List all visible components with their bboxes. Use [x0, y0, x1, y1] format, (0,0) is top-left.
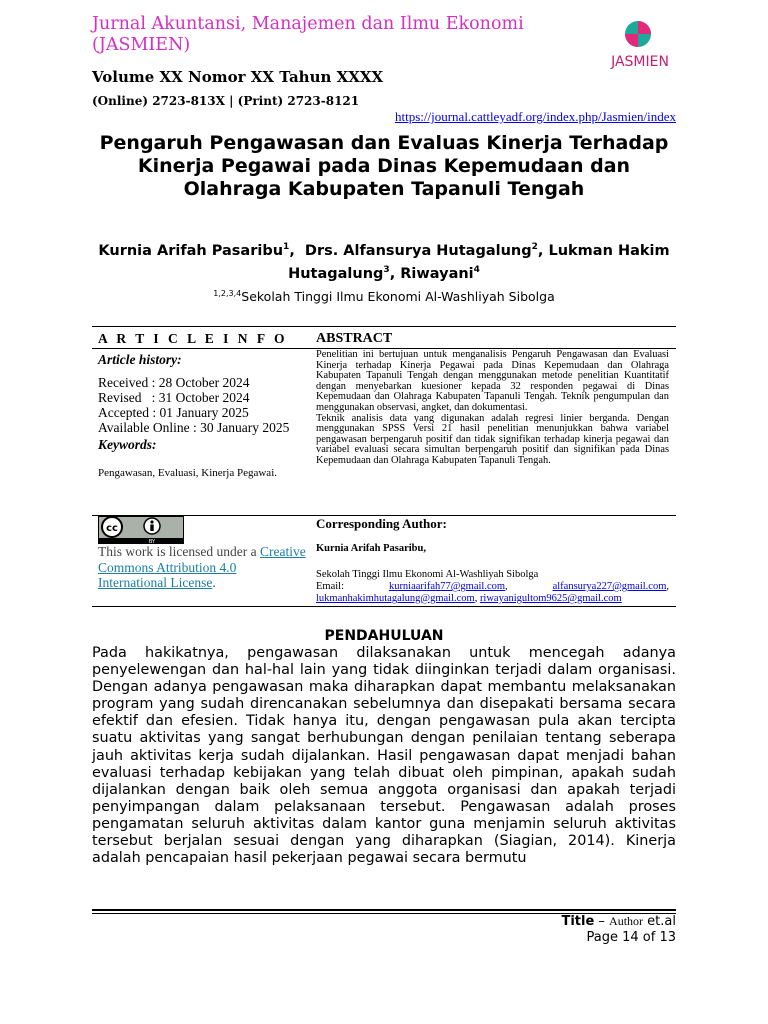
abstract-paragraph: Teknik analisis data yang digunakan adalah regresi linier berganda. Dengan menggunakan SPSS Versi 21 hasil penelitian menunjukkan bahwa variabel pengawasan berpengaruh positif dan tidak signifikan terhadap kinerja pegawai dan variabel evaluasi secara simultan berpengaruh positif dan signifikan pada Dinas Kepemudaan dan Olahraga Kabupaten Tapanuli Tengah. [316, 412, 669, 466]
journal-name: Jurnal Akuntansi, Manajemen dan Ilmu Ekonomi (JASMIEN) [92, 14, 524, 55]
logo-pink-shape-2 [625, 34, 638, 47]
author-name: Lukman Hakim Hutagalung [288, 242, 670, 282]
table-top-rule [92, 326, 676, 327]
page-number: Page 14 of 13 [586, 930, 676, 945]
by-badge-text: BY [148, 539, 156, 544]
history-label: Article history: [98, 352, 182, 367]
affiliation [92, 289, 676, 304]
author-list: Kurnia Arifah Pasaribu$^1$, Drs. Alfansurya Hutagalung$^2$, Lukman Hakim Hutagalung$^3$, Riwayani$^4$ [98, 242, 670, 282]
history-dates [98, 375, 308, 435]
footer-rule-thick [92, 909, 676, 911]
table-bottom-rule [92, 606, 676, 607]
license-prefix: This work is licensed under a [98, 544, 260, 559]
corresponding-name: Kurnia Arifah Pasaribu, [316, 543, 426, 554]
email-link[interactable]: lukmanhakimhutagalung@gmail.com [316, 593, 475, 604]
corresponding-heading: Corresponding Author: [316, 516, 447, 531]
license-text [98, 544, 308, 591]
email-label: Email: [316, 581, 344, 592]
body-paragraph: Pada hakikatnya, pengawasan dilaksanakan untuk mencegah adanya penyelewengan dan hal-hal lain yang tidak diinginkan terjadi dalam organisasi. Dengan adanya pengawasan maka diharapkan dapat membantu melaksanakan program yang sudah direncanakan sebelumnya dan disepakati bersama secara efektif dan efesien. Tidak hanya itu, dengan pengawasan pula akan tercipta suatu aktivitas yang sangat berhubungan dengan penilaian tentang seberapa jauh aktivitas kerja sudah dijalankan. Hasil pengawasan dapat menjadi bahan evaluasi terhadap kebijakan yang telah dibuat oleh pimpinan, apakah sudah dijalankan dengan baik oleh semua anggota organisasi dan apakah terjadi penyimpangan dalam pelaksanaan tersebut. Pengawasan adalah proses pengamatan seluruh aktivitas dalam kantor guna menjamin seluruh aktivitas tersebut berjalan sesuai dengan yang diharapkan (Siagian, 2014). Kinerja adalah pencapaian hasil pekerjaan pegawai secara bermutu [92, 645, 676, 867]
article-info-heading: A R T I C L E I N F O [98, 331, 288, 346]
email-link[interactable]: alfansurya227@gmail.com [552, 581, 667, 592]
author-name: Kurnia Arifah Pasaribu [98, 242, 284, 259]
accepted-date: Accepted : 01 January 2025 [98, 405, 249, 420]
footer-author: Author [609, 914, 644, 928]
author-name: Drs. Alfansurya Hutagalung [304, 242, 532, 259]
author-sup: 3 [383, 264, 390, 275]
abstract-body [316, 350, 669, 467]
author-name: Riwayani [400, 265, 474, 282]
footer-etal: et.al [643, 914, 676, 929]
logo-pink-shape [638, 21, 651, 34]
cc-by-badge[interactable] [98, 516, 184, 544]
abstract-heading: ABSTRACT [316, 331, 393, 346]
section-heading: PENDAHULUAN [324, 628, 444, 644]
logo-text: JASMIEN [611, 54, 669, 70]
footer-dash: – [594, 914, 610, 929]
email-link[interactable]: kurniaarifah77@gmail.com [388, 581, 506, 592]
author-sup: 1 [283, 242, 290, 252]
footer-title: Title [561, 914, 595, 929]
license-link[interactable]: Creative Commons Attribution 4.0 International License [98, 544, 306, 590]
journal-logo [600, 14, 680, 74]
paper-title: Pengaruh Pengawasan dan Evaluas Kinerja Terhadap Kinerja Pegawai pada Dinas Kepemudaan dan Olahraga Kabupaten Tapanuli Tengah [99, 132, 669, 200]
affiliation-text: Sekolah Tinggi Ilmu Ekonomi Al-Washliyah Sibolga [241, 289, 555, 305]
corresponding-affiliation: Sekolah Tinggi Ilmu Ekonomi Al-Washliyah Sibolga [316, 569, 539, 580]
affiliation-sup: 1,2,3,4 [213, 289, 242, 298]
corresponding-emails: Email: kurniaarifah77@gmail.com, alfansurya227@gmail.com, lukmanhakimhutagalung@gmail.com, riwayanigultom9625@gmail.com [316, 581, 669, 604]
online-date: Available Online : 30 January 2025 [98, 420, 290, 435]
cc-badge-text: cc [106, 523, 118, 534]
cc-by-icon [98, 516, 184, 544]
issn-line: (Online) 2723-813X | (Print) 2723-8121 [92, 94, 360, 108]
footer-title-line [561, 914, 676, 929]
journal-url-link[interactable]: https://journal.cattleyadf.org/index.php/Jasmien/index [394, 109, 676, 124]
abstract-paragraph: Penelitian ini bertujuan untuk menganalisis Pengaruh Pengawasan dan Evaluasi Kinerja terhadap Kinerja Pegawai pada Dinas Kepemudaan dan Olahraga Kabupaten Tapanuli Tengah dengan menggunakan metode penelitian Kuantitatif dengan menyebarkan kuesioner kepada 32 responden pegawai di Dinas Kepemudaan dan Olahraga Kabupaten Tapanuli Tengah. Teknik pengumpulan dan menggunakan observasi, angket, dan dokumentasi. [316, 349, 669, 413]
keywords-label: Keywords: [98, 437, 157, 452]
license-suffix: . [212, 575, 216, 590]
revised-date: Revised : 31 October 2024 [98, 390, 250, 405]
author-sup: 2 [531, 242, 538, 252]
author-sup: 4 [473, 264, 480, 275]
keywords: Pengawasan, Evaluasi, Kinerja Pegawai. [98, 467, 277, 479]
jasmien-logo-graphic [600, 14, 680, 74]
volume-line: Volume XX Nomor XX Tahun XXXX [92, 68, 384, 86]
received-date: Received : 28 October 2024 [98, 375, 250, 390]
email-link[interactable]: riwayanigultom9625@gmail.com [479, 593, 622, 604]
